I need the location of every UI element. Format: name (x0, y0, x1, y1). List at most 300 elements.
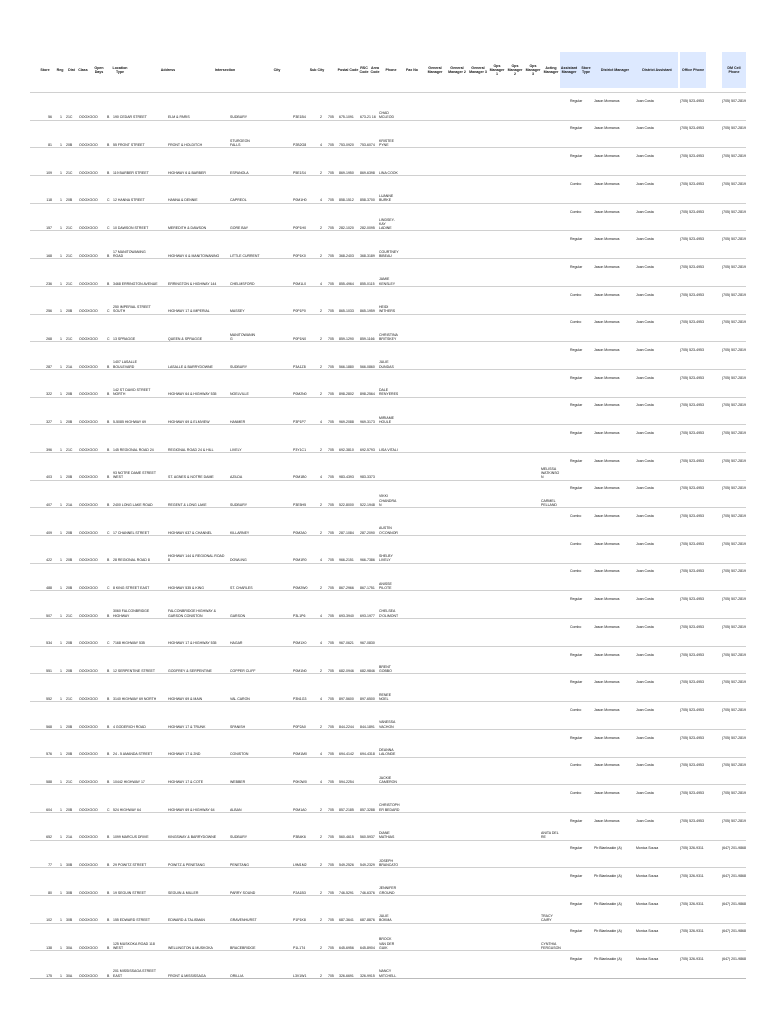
cell-office: (705) 523-4953 (680, 237, 704, 242)
cell-area: 705 (328, 918, 334, 923)
cell-intersection: ERRINGTON & HIGHWAY 144 (168, 281, 217, 286)
cell-intersection: HIGHWAY 17 & HIGHWAY 535 (168, 641, 217, 646)
cell-stype: Regular (570, 458, 583, 463)
cell-address: 19 SEGUIN STREET (113, 890, 147, 895)
cell-reg: 1 (60, 281, 62, 286)
header-cell: Ops Manager 2 (507, 63, 523, 77)
cell-stype: Combo (570, 569, 582, 574)
cell-intersection: POWITZ & PENETANG (168, 862, 205, 867)
cell-rsc: 4 (320, 752, 322, 757)
table-row (30, 120, 746, 149)
cell-dm: Jason Mcmanus (594, 514, 620, 519)
cell-da: Joan Costa (636, 541, 654, 546)
cell-intersection: HIGHWAY 144 & REGIONAL ROAD 8 (168, 554, 225, 563)
cell-phone: 865-1033 (339, 309, 354, 314)
cell-dm: Jason Mcmanus (594, 126, 620, 131)
cell-cls: OOOXOOO (79, 115, 98, 120)
cell-intersection: HIGHWAY 17 & IMPERIAL (168, 309, 210, 314)
cell-fax: 869-6398 (360, 170, 375, 175)
cell-cell: (647) 201-9868 (722, 874, 746, 878)
cell-rsc: 2 (320, 918, 322, 923)
cell-city: SUDBURY (230, 503, 248, 507)
cell-area: 705 (328, 503, 334, 507)
cell-intersection: HIGHWAY 17 & TRUNK (168, 724, 206, 729)
cell-phone: 560-4615 (339, 835, 354, 840)
cell-cell: (705) 507-2819 (722, 514, 746, 519)
cell-postal: P0M2W0 (293, 586, 308, 591)
cell-phone: 566-1880 (339, 364, 354, 369)
cell-area: 705 (328, 973, 334, 978)
cell-postal: P0M1B0 (293, 475, 307, 480)
cell-phone: 844-2244 (339, 724, 354, 729)
cell-cell: (705) 507-2819 (722, 237, 746, 242)
cell-gm: LINA COOK (379, 170, 398, 175)
cell-da: Monica Sousa (636, 846, 659, 851)
cell-type: B (107, 613, 110, 618)
cell-city: SUDBURY (230, 115, 248, 120)
cell-office: (705) 523-4953 (680, 486, 704, 491)
cell-office: (705) 523-4953 (680, 790, 704, 795)
cell-stype: Combo (570, 320, 582, 325)
cell-dist: 20B (66, 558, 73, 563)
table-row (30, 480, 746, 509)
cell-da: Joan Costa (636, 763, 654, 768)
table-row (30, 867, 746, 896)
cell-area: 705 (328, 558, 334, 563)
cell-gm: BROCK VAN DER GUIK (379, 937, 395, 950)
cell-reg: 1 (60, 946, 62, 950)
cell-intersection: ELM & PARIS (168, 115, 190, 120)
cell-store: 138 (46, 946, 52, 950)
cell-intersection: HIGHWAY 17 & 2ND (168, 752, 201, 757)
cell-stype: Regular (570, 403, 583, 408)
cell-type: C (107, 336, 110, 341)
cell-fax: 858-3700 (360, 198, 375, 203)
cell-fax: 966-7386 (360, 558, 375, 563)
cell-cls: OOOXOOO (79, 586, 98, 591)
cell-cell: (647) 201-9868 (722, 901, 746, 906)
cell-area: 705 (328, 419, 334, 424)
cell-postal: P0M2N0 (293, 392, 307, 397)
cell-da: Joan Costa (636, 264, 654, 269)
table-row (30, 92, 746, 121)
cell-dist: 20B (66, 475, 73, 480)
cell-postal: P0P1N0 (293, 336, 307, 341)
cell-reg: 1 (60, 835, 62, 840)
cell-da: Joan Costa (636, 514, 654, 519)
cell-intersection: HIGHWAY 6 & MANITOWANING (168, 253, 220, 258)
cell-rsc: 2 (320, 835, 322, 840)
cell-address: 142 ST DAVID STREET NORTH (113, 387, 151, 397)
cell-address: 5-5085 HIGHWAY 69 (113, 419, 147, 424)
cell-dist: 21A (66, 364, 73, 369)
cell-fax: 967-0830 (360, 641, 375, 646)
cell-dm: Pb Blanksakin (A) (594, 929, 622, 934)
header-cell: Store (40, 67, 50, 72)
cell-cls: OOOXOOO (79, 336, 98, 341)
cell-intersection: HIGHWAY 64 & HIGHWAY 535 (168, 392, 217, 397)
cell-address: 93 NOTRE DAME STREET WEST (113, 471, 156, 480)
cell-intersection: KINGSWAY & BARRYDOWNE (168, 835, 217, 840)
cell-rsc: 4 (320, 143, 322, 148)
cell-phone: 287-1084 (339, 530, 354, 535)
cell-cell: (705) 507-2819 (722, 569, 746, 574)
cell-da: Joan Costa (636, 209, 654, 214)
cell-office: (705) 523-4953 (680, 707, 704, 712)
cell-phone: 858-1512 (339, 198, 354, 203)
cell-phone: 694-4142 (339, 752, 354, 757)
cell-city: STURGEON FALLS (230, 138, 250, 148)
cell-type: B (107, 143, 110, 148)
cell-gm: JULIE BOKMA (379, 914, 392, 923)
cell-cls: OOOXOOO (79, 862, 98, 867)
cell-gm: BRENT GOBBO (379, 664, 392, 674)
cell-type: C (107, 641, 110, 646)
cell-type: B (107, 835, 110, 840)
header-cell: Class (78, 67, 88, 72)
cell-cell: (705) 507-2819 (722, 707, 746, 712)
cell-type: B (107, 973, 110, 978)
cell-reg: 1 (60, 143, 62, 148)
cell-phone: 549-2526 (339, 862, 354, 867)
cell-type: C (107, 198, 110, 203)
cell-cell: (705) 507-2819 (722, 209, 746, 214)
cell-cell: (705) 507-2819 (722, 264, 746, 269)
cell-fax: 969-3173 (360, 419, 375, 424)
cell-rsc: 4 (320, 281, 322, 286)
cell-area: 705 (328, 336, 334, 341)
cell-office: (705) 523-4953 (680, 541, 704, 546)
cell-area: 705 (328, 890, 334, 895)
cell-store: 80 (48, 890, 52, 895)
cell-area: 705 (328, 364, 334, 369)
cell-postal: P3E1B4 (293, 115, 306, 120)
cell-store: 56 (48, 115, 52, 120)
cell-area: 705 (328, 475, 334, 480)
cell-store: 256 (46, 309, 52, 314)
header-cell: DM Cell Phone (722, 52, 746, 88)
cell-fax: 560-5937 (360, 835, 375, 840)
cell-reg: 1 (60, 669, 62, 674)
cell-postal: P3B4K6 (293, 835, 306, 840)
cell-stype: Regular (570, 901, 583, 906)
cell-area: 705 (328, 779, 334, 784)
cell-postal: L3V1W1 (293, 973, 307, 978)
cell-phone: 693-3940 (339, 613, 354, 618)
cell-store: 576 (46, 752, 52, 757)
cell-office: (705) 523-4953 (680, 154, 704, 159)
cell-gm: JULIE DUNDAS (379, 360, 394, 369)
cell-cls: OOOXOOO (79, 226, 98, 231)
cell-area: 705 (328, 392, 334, 397)
cell-reg: 1 (60, 226, 62, 231)
cell-address: 3060 FALCONBRIDGE HIGHWAY (113, 609, 150, 618)
cell-rsc: 2 (320, 724, 322, 729)
cell-office: (705) 326-9311 (680, 846, 704, 851)
cell-gm: DALE RENYERES (379, 387, 399, 397)
cell-dm: Jason Mcmanus (594, 763, 620, 768)
cell-store: 488 (46, 586, 52, 591)
cell-dm: Jason Mcmanus (594, 347, 620, 352)
cell-city: NOELVILLE (230, 392, 249, 397)
cell-store: 568 (46, 724, 52, 729)
cell-fax: 693-1977 (360, 613, 375, 618)
cell-reg: 1 (60, 115, 62, 120)
cell-gm: JENNIFER GROUND (379, 886, 397, 895)
cell-fax: 983-3373 (360, 475, 375, 480)
cell-postal: P2A1B3 (293, 890, 306, 895)
cell-cell: (705) 507-2819 (722, 431, 746, 435)
cell-type: B (107, 918, 110, 923)
cell-stype: Regular (570, 818, 583, 823)
table-row (30, 646, 746, 675)
cell-stype: Regular (570, 154, 583, 159)
cell-cell: (705) 507-2819 (722, 818, 746, 823)
cell-intersection: FRONT & HOLDITCH (168, 143, 203, 148)
cell-dm: Jason Mcmanus (594, 735, 620, 740)
cell-city: DOWLING (230, 558, 247, 563)
cell-postal: P0K0W0 (293, 779, 307, 784)
table-row (30, 286, 746, 315)
cell-area: 705 (328, 115, 334, 120)
cell-rsc: 2 (320, 973, 322, 978)
cell-dist: 20B (66, 586, 73, 591)
table-row (30, 950, 746, 979)
cell-cls: OOOXOOO (79, 475, 98, 480)
cell-stype: Combo (570, 624, 582, 629)
cell-am: TRACY CAIRY (541, 914, 553, 923)
header-cell: Acting Manager (543, 65, 559, 74)
cell-address: 10 DAWSON STREET (113, 226, 149, 231)
cell-area: 705 (328, 226, 334, 231)
header-cell: General Manager 2 (448, 65, 466, 74)
cell-dist: 20B (66, 669, 73, 674)
cell-stype: Regular (570, 874, 583, 878)
cell-store: 287 (46, 364, 52, 369)
cell-stype: Regular (570, 126, 583, 131)
cell-postal: P0M1M0 (293, 752, 308, 757)
header-cell: District Manager (594, 52, 636, 88)
cell-office: (705) 523-4953 (680, 347, 704, 352)
cell-cls: OOOXOOO (79, 946, 98, 950)
cell-dm: Jason Mcmanus (594, 264, 620, 269)
cell-reg: 1 (60, 862, 62, 867)
cell-fax: 673-21 16 (360, 115, 376, 120)
cell-area: 705 (328, 696, 334, 701)
cell-phone: 966-2151 (339, 558, 354, 563)
cell-address: 28 REGIONAL ROAD 8 (113, 558, 150, 563)
cell-da: Joan Costa (636, 181, 654, 186)
cell-area: 705 (328, 309, 334, 314)
cell-area: 705 (328, 724, 334, 729)
table-row (30, 147, 746, 176)
cell-store: 81 (48, 143, 52, 148)
cell-area: 705 (328, 586, 334, 591)
cell-store: 77 (48, 862, 52, 867)
cell-rsc: 4 (320, 475, 322, 480)
cell-phone: 967-0621 (339, 641, 354, 646)
cell-dm: Jason Mcmanus (594, 403, 620, 408)
cell-da: Joan Costa (636, 154, 654, 159)
cell-rsc: 2 (320, 890, 322, 895)
cell-type: B (107, 890, 110, 895)
cell-address: 250 IMPERIAL STREET SOUTH (113, 304, 151, 314)
cell-reg: 1 (60, 613, 62, 618)
cell-store: 168 (46, 253, 52, 258)
cell-dist: 21C (66, 281, 73, 286)
cell-rsc: 2 (320, 392, 322, 397)
cell-dm: Pb Blanksakin (A) (594, 846, 622, 851)
cell-phone: 898-2802 (339, 392, 354, 397)
cell-gm: KRISTEE PYNE (379, 138, 394, 148)
cell-postal: P0M2A0 (293, 530, 307, 535)
cell-address: 190 CEDAR STREET (113, 115, 147, 120)
cell-gm: HEIDI WITHERS (379, 304, 396, 314)
store-directory-sheet (30, 52, 746, 978)
cell-city: ST. CHARLES (230, 586, 253, 591)
cell-store: 407 (46, 503, 52, 507)
cell-dist: 20B (66, 752, 73, 757)
cell-address: 7168 HIGHWAY 535 (113, 641, 145, 646)
cell-type: B (107, 419, 110, 424)
cell-rsc: 2 (320, 336, 322, 341)
cell-gm: LUANNE BURKE (379, 194, 394, 203)
cell-gm: MIRIAME HOULE (379, 415, 394, 424)
cell-fax: 287-2090 (360, 530, 375, 535)
cell-reg: 1 (60, 558, 62, 563)
cell-da: Joan Costa (636, 431, 654, 435)
cell-cls: OOOXOOO (79, 419, 98, 424)
cell-reg: 1 (60, 447, 62, 452)
cell-intersection: QUEEN & SPRAGGE (168, 336, 203, 341)
cell-da: Monica Sousa (636, 929, 659, 934)
cell-intersection: GODFREY & SERPENTINE (168, 669, 212, 674)
cell-city: ORILLIA (230, 973, 244, 978)
cell-gm: CHRISTINA BRITSKEY (379, 332, 398, 341)
cell-dist: 20B (66, 807, 73, 812)
cell-dist: 20B (66, 392, 73, 397)
cell-dm: Jason Mcmanus (594, 375, 620, 380)
cell-intersection: EDWARD & TALISMAN (168, 918, 205, 923)
cell-postal: P0M1H0 (293, 198, 307, 203)
cell-stype: Regular (570, 264, 583, 269)
cell-am: ANITA DEL RE (541, 830, 559, 840)
cell-city: CHELMSFORD (230, 281, 255, 286)
cell-stype: Regular (570, 957, 583, 962)
cell-cell: (705) 507-2819 (722, 624, 746, 629)
cell-rsc: 2 (320, 503, 322, 507)
cell-address: 8 KING STREET EAST (113, 586, 150, 591)
cell-fax: 549-2329 (360, 862, 375, 867)
cell-office: (705) 326-9311 (680, 929, 704, 934)
cell-gm: ANISSE PILOTE (379, 581, 392, 591)
cell-cell: (705) 507-2819 (722, 680, 746, 685)
cell-cls: OOOXOOO (79, 170, 98, 175)
cell-store: 396 (46, 447, 52, 452)
cell-postal: P2B2G8 (293, 143, 307, 148)
cell-dm: Pb Blanksakin (A) (594, 957, 622, 962)
cell-store: 322 (46, 392, 52, 397)
cell-gm: DEANNA LALONDE (379, 747, 396, 757)
cell-area: 705 (328, 862, 334, 867)
table-row (30, 424, 746, 453)
cell-am: CARMEL PELLAND (541, 498, 557, 507)
cell-cls: OOOXOOO (79, 641, 98, 646)
cell-postal: P0P1H0 (293, 226, 307, 231)
cell-type: B (107, 724, 110, 729)
cell-dist: 21C (66, 115, 73, 120)
cell-postal: P5E1S4 (293, 170, 306, 175)
cell-postal: L9M1M2 (293, 862, 307, 867)
cell-da: Joan Costa (636, 624, 654, 629)
cell-type: B (107, 696, 110, 701)
cell-intersection: ST. AGNES & NOTRE DAME (168, 475, 214, 480)
cell-cell: (705) 507-2819 (722, 652, 746, 657)
cell-office: (705) 523-4953 (680, 403, 704, 408)
cell-postal: P3N1G3 (293, 696, 307, 701)
cell-dist: 20B (66, 641, 73, 646)
cell-cls: OOOXOOO (79, 253, 98, 258)
cell-da: Joan Costa (636, 320, 654, 325)
cell-da: Joan Costa (636, 126, 654, 131)
cell-phone: 859-1290 (339, 336, 354, 341)
cell-dist: 21C (66, 613, 73, 618)
cell-phone: 753-0920 (339, 143, 354, 148)
cell-address: 3140 HIGHWAY 69 NORTH (113, 696, 157, 701)
cell-stype: Regular (570, 735, 583, 740)
cell-area: 705 (328, 530, 334, 535)
table-row (30, 230, 746, 259)
cell-da: Joan Costa (636, 486, 654, 491)
cell-city: BRACEBRIDGE (230, 946, 256, 950)
table-row (30, 673, 746, 702)
cell-cell: (705) 507-2819 (722, 458, 746, 463)
cell-store: 551 (46, 669, 52, 674)
cell-rsc: 4 (320, 198, 322, 203)
cell-phone: 682-0946 (339, 669, 354, 674)
cell-dm: Jason Mcmanus (594, 790, 620, 795)
cell-gm: JOSEPH BRANCATO (379, 858, 399, 867)
table-row (30, 369, 746, 398)
cell-intersection: REGENT & LONG LAKE (168, 503, 207, 507)
cell-dist: 21C (66, 170, 73, 175)
cell-reg: 1 (60, 336, 62, 341)
cell-cls: OOOXOOO (79, 696, 98, 701)
cell-city: HANMER (230, 419, 246, 424)
cell-office: (705) 523-4953 (680, 763, 704, 768)
cell-phone: 687-3641 (339, 918, 354, 923)
cell-postal: P0P1P0 (293, 309, 306, 314)
header-cell: General Manager (427, 65, 443, 74)
header-cell: District Assistant (636, 52, 678, 88)
cell-fax: 857-3288 (360, 807, 375, 812)
cell-store: 652 (46, 835, 52, 840)
cell-gm: JAMIE KENSLEY (379, 277, 396, 286)
cell-type: B (107, 447, 110, 452)
cell-da: Joan Costa (636, 652, 654, 657)
cell-rsc: 2 (320, 226, 322, 231)
header-cell: Phone (385, 67, 397, 72)
cell-dist: 21C (66, 696, 73, 701)
cell-phone: 645-6956 (339, 946, 354, 950)
table-row (30, 923, 746, 952)
cell-city: ESPANOLA (230, 170, 249, 175)
cell-stype: Combo (570, 763, 582, 768)
cell-office: (705) 523-4953 (680, 680, 704, 685)
cell-stype: Regular (570, 486, 583, 491)
cell-intersection: WELLINGTON & MUSKOKA (168, 946, 213, 950)
cell-dm: Jason Mcmanus (594, 680, 620, 685)
